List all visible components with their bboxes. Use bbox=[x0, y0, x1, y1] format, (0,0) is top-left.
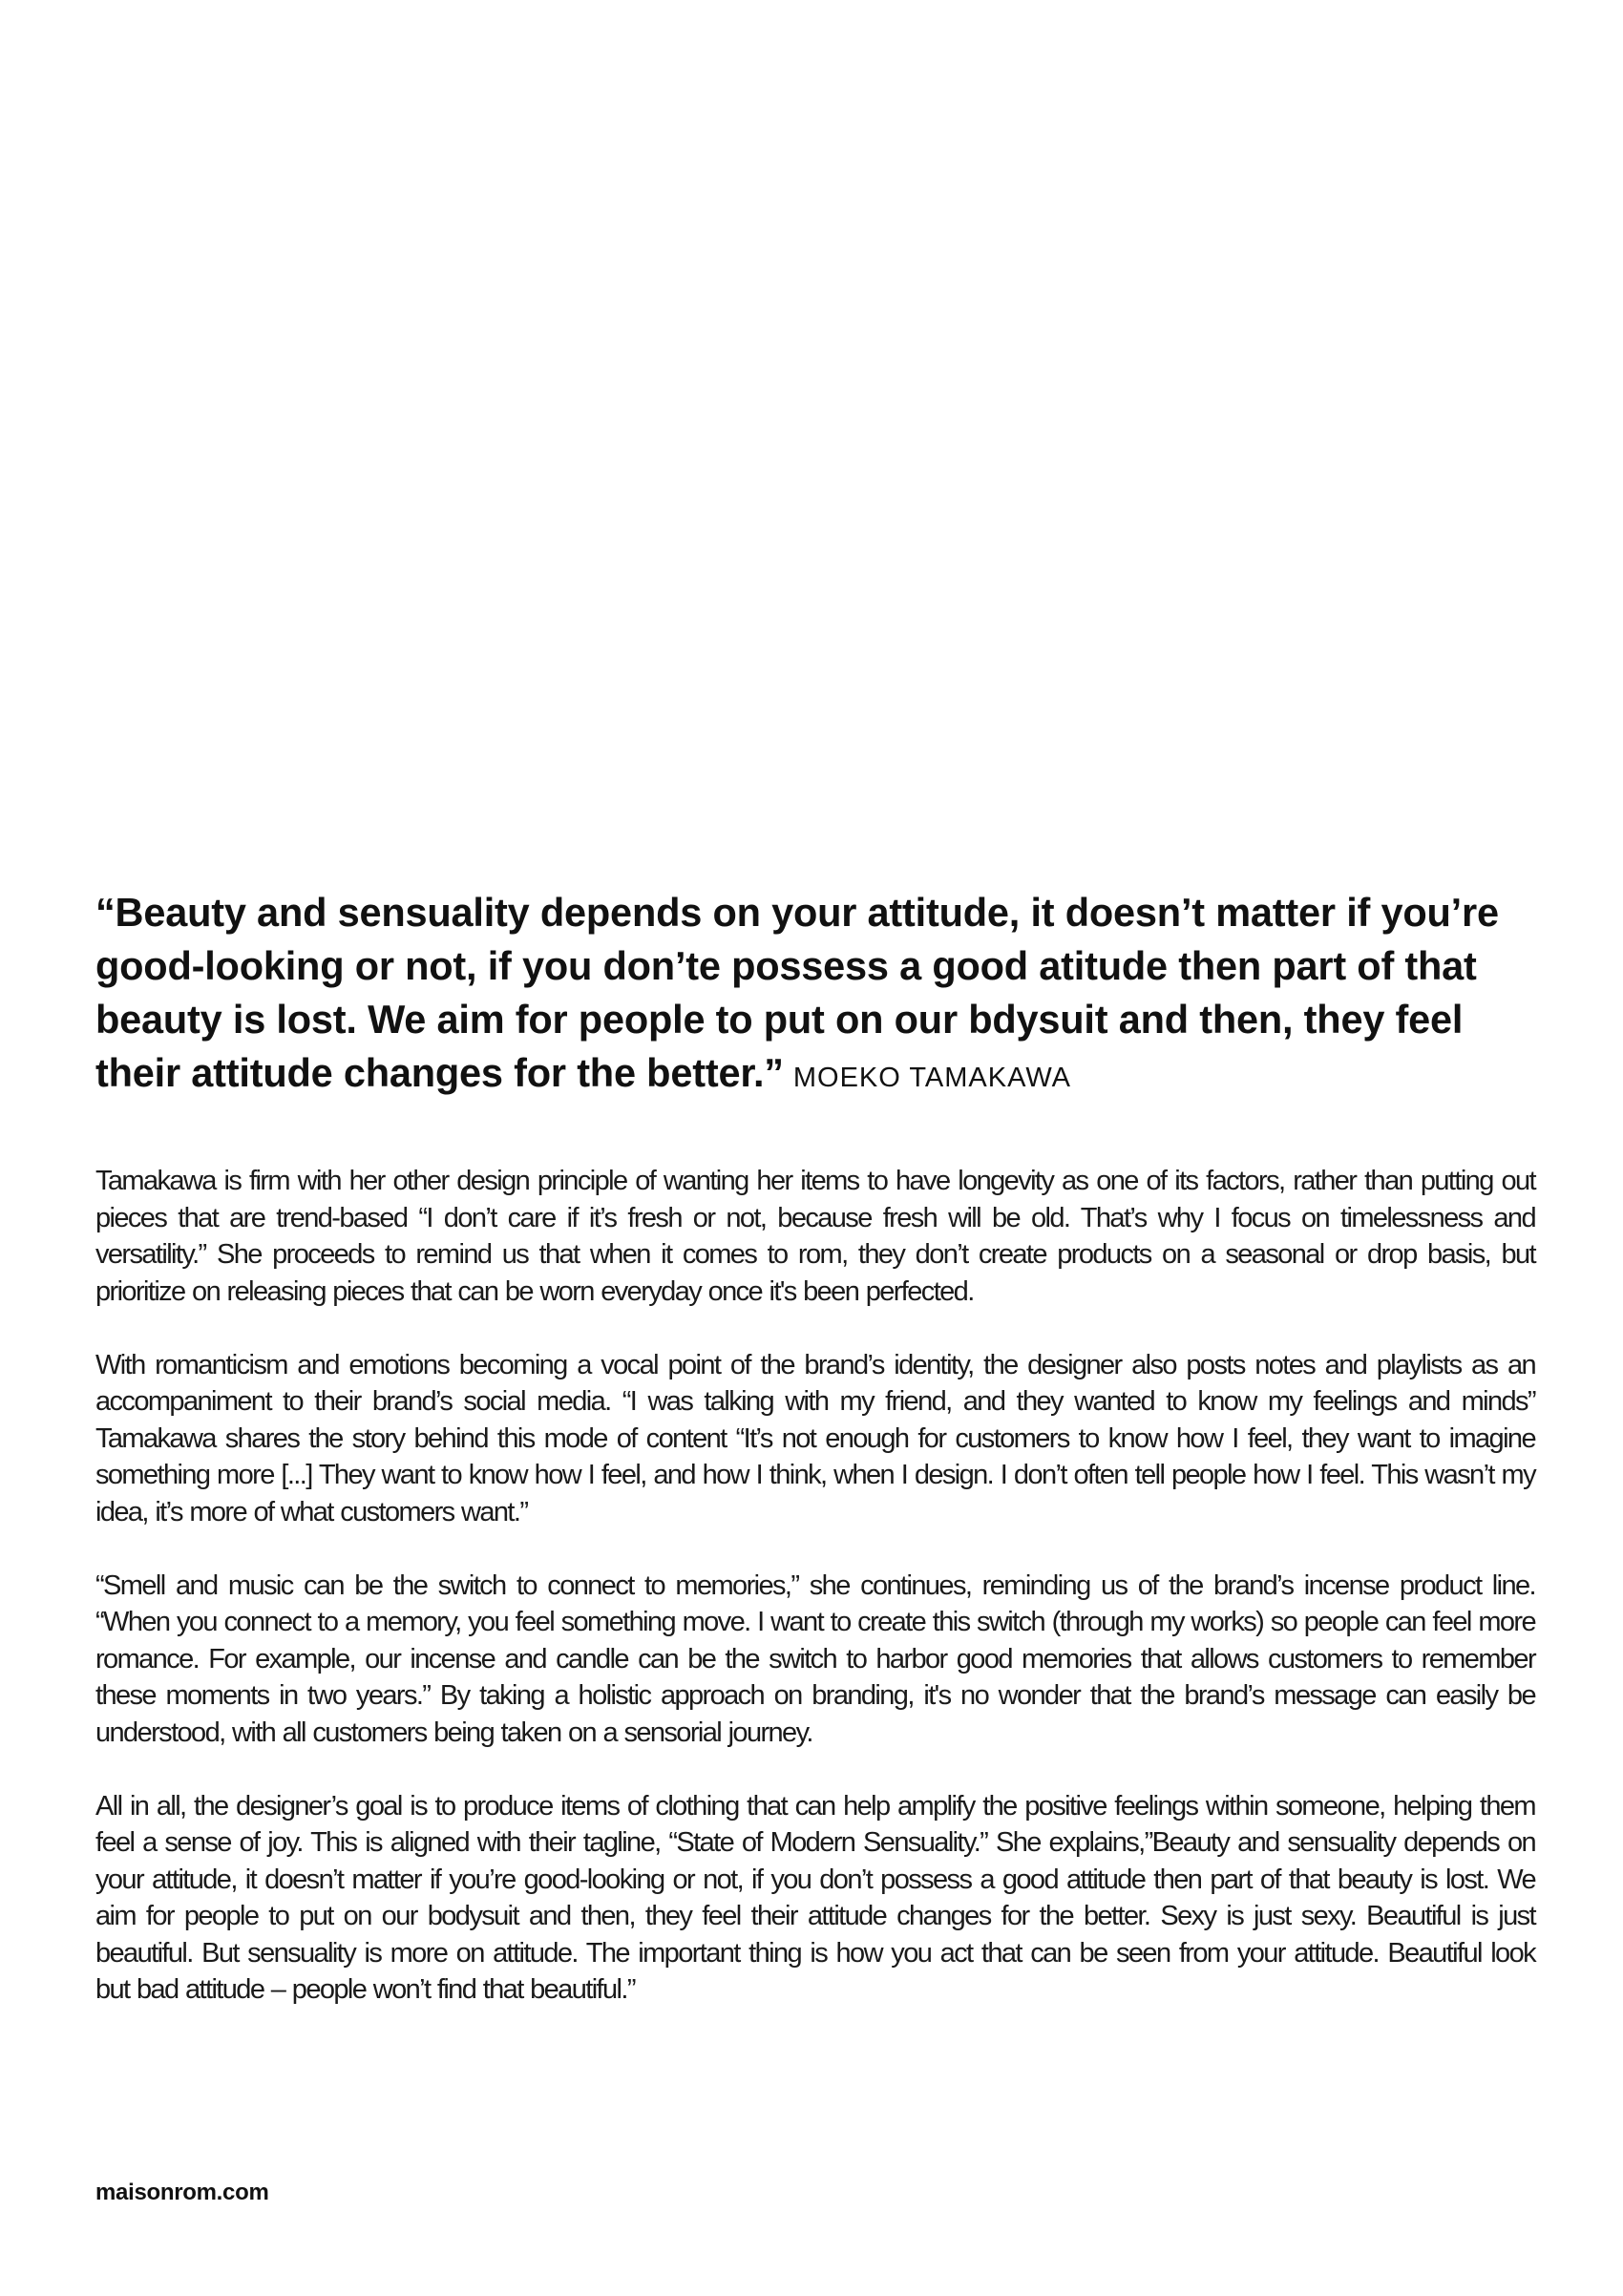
article-paragraph: With romanticism and emotions becoming a vocal point of the brand’s identity, the designer also posts notes and playlists as an accompaniment to their brand’s social media. “I was talking with my friend, and they wanted to know my feelings and minds” Tamakawa shares the story behind this mode of content “It’s not enough for customers to know how I feel, they want to imagine something more [...] They want to know how I feel, and how I think, when I design. I don’t often tell people how I feel. This wasn’t my idea, it’s more of what customers want.” bbox=[95, 1349, 1535, 1527]
pull-quote bbox=[95, 886, 1528, 1105]
footer-website-url: maisonrom.com bbox=[95, 2180, 269, 2205]
pull-quote-attribution: MOEKO TAMAKAWA bbox=[792, 1063, 1072, 1093]
article-paragraph: All in all, the designer’s goal is to produce items of clothing that can help amplify the positive feelings within someone, helping them feel a sense of joy. This is aligned with their tagline, “State of Modern Sensuality.” She explains,”Beauty and sensuality depends on your attitude, it doesn’t matter if you’re good-looking or not, if you don’t possess a good attitude then part of that beauty is lost. We aim for people to put on our bodysuit and then, they feel their attitude changes for the better. Sexy is just sexy. Beautiful is just beautiful. But sensuality is more on attitude. The important thing is how you act that can be seen from your attitude. Beautiful look but bad attitude – people won’t find that beautiful.” bbox=[95, 1790, 1535, 2005]
pull-quote-text: “Beauty and sensuality depends on your attitude, it doesn’t matter if you’re good-looking or not, if you don’te possess a good atitude then part of that beauty is lost. We aim for people to put on our bdysuit and then, they feel their attitude changes for the better.” bbox=[95, 890, 1499, 1095]
article-body bbox=[95, 1163, 1535, 2045]
article-paragraph: “Smell and music can be the switch to connect to memories,” she continues, reminding us of the brand’s incense product line. “When you connect to a memory, you feel something move. I want to create this switch (through my works) so people can feel more romance. For example, our incense and candle can be the switch to harbor good memories that allows customers to remember these moments in two years.” By taking a holistic approach on branding, it's no wonder that the brand’s message can easily be understood, with all customers being taken on a sensorial journey. bbox=[95, 1569, 1535, 1748]
article-paragraph: Tamakawa is firm with her other design principle of wanting her items to have longevity as one of its factors, rather than putting out pieces that are trend-based “I don’t care if it’s fresh or not, because fresh will be old. That’s why I focus on timelessness and versatility.” She proceeds to remind us that when it comes to rom, they don’t create products on a seasonal or drop basis, but prioritize on releasing pieces that can be worn everyday once it's been perfected. bbox=[95, 1166, 1535, 1307]
